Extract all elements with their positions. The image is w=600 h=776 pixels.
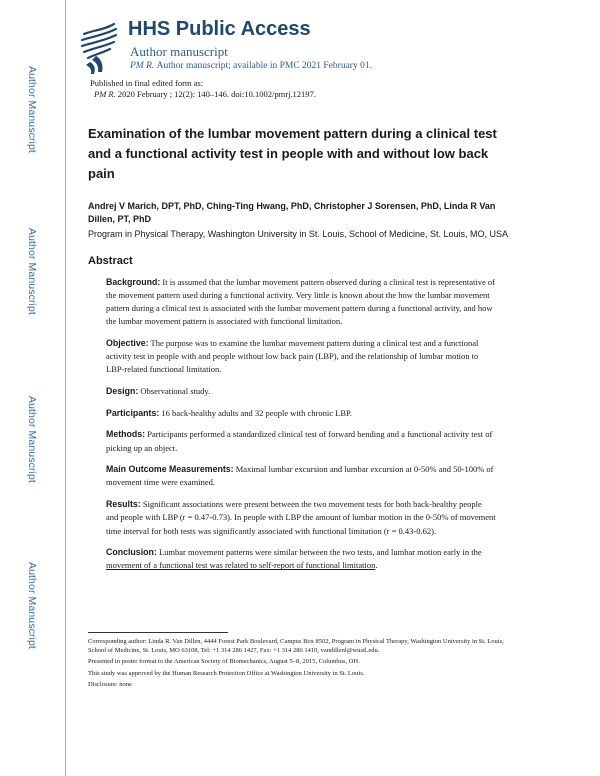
- sidebar-label: Author Manuscript: [26, 66, 38, 153]
- abstract-results: [106, 498, 496, 538]
- citation-text: 2020 February ; 12(2): 140–146. doi:10.1002/pmrj.12197.: [117, 89, 316, 99]
- author-list: Andrej V Marich, DPT, PhD, Ching-Ting Hwang, PhD, Christopher J Sorensen, PhD, Linda R Van Dillen, PT, PhD: [88, 201, 496, 224]
- abstract-background: [106, 276, 496, 329]
- section-label: Background:: [106, 276, 161, 287]
- section-label: Main Outcome Measurements:: [106, 464, 234, 475]
- section-text: 16 back-healthy adults and 32 people with chronic LBP.: [161, 407, 352, 418]
- section-text: Significant associations were present between the two movement tests for both back-healthy people and people with LBP (r = 0.47-0.73). In people with LBP the amount of lumbar motion in the 0-50% of movement time interval for both tests was significantly associated with functional limitation (r = 0.43-0.62).: [106, 499, 496, 536]
- published-citation: [90, 89, 316, 100]
- section-text: Participants performed a standardized clinical test of forward bending and a functional activity test of picking up an object.: [106, 429, 493, 453]
- sidebar-label: Author Manuscript: [26, 562, 38, 649]
- journal-name: PM R.: [130, 61, 155, 71]
- section-label: Design:: [106, 385, 139, 396]
- published-label: Published in final edited form as:: [90, 78, 204, 88]
- section-text-underlined: movement of a functional test was related to self-report of functional limitation: [106, 560, 376, 571]
- sidebar-label: Author Manuscript: [26, 228, 38, 315]
- availability-text: Author manuscript; available in PMC 2021 February 01.: [156, 61, 372, 71]
- hhs-title: HHS Public Access: [128, 18, 311, 40]
- footnote-approval: This study was approved by the Human Research Protection Office at Washington University in St. Louis.: [88, 669, 365, 677]
- abstract-design: [106, 385, 496, 398]
- section-text: Maximal lumbar excursion and lumbar excursion at 0-50% and 50-100% of movement time were examined.: [106, 464, 494, 488]
- abstract-objective: [106, 337, 496, 377]
- abstract-participants: [106, 407, 496, 420]
- article-content: [88, 124, 510, 580]
- footnotes: [88, 638, 510, 693]
- author-manuscript-label: Author manuscript: [130, 44, 228, 59]
- hhs-eagle-logo-icon: [74, 20, 122, 76]
- sidebar-label: Author Manuscript: [26, 396, 38, 483]
- footnote-disclosure: Disclosure: none: [88, 681, 132, 689]
- sidebar: [0, 0, 56, 776]
- abstract-methods: [106, 428, 496, 454]
- article-title: Examination of the lumbar movement pattern during a clinical test and a functional activity test in people with and without low back pain: [88, 126, 497, 181]
- section-text: Lumbar movement patterns were similar between the two tests, and lumbar motion early in the: [158, 547, 482, 558]
- sidebar-divider: [65, 0, 66, 776]
- section-label: Conclusion:: [106, 547, 157, 558]
- section-label: Participants:: [106, 407, 160, 418]
- abstract-body: [88, 276, 496, 573]
- abstract-conclusion: [106, 546, 496, 572]
- abstract-heading: Abstract: [88, 255, 133, 267]
- abstract-outcomes: [106, 463, 496, 489]
- section-text: The purpose was to examine the lumbar movement pattern during a clinical test and a functional activity test in people with and people without low back pain (LBP), and the relationship of lumbar motion to LBP-related functional limitation.: [106, 337, 479, 375]
- section-label: Results:: [106, 499, 141, 510]
- section-label: Objective:: [106, 337, 149, 348]
- section-label: Methods:: [106, 429, 146, 440]
- footnote-presentation: Presented in poster format to the American Society of Biomechanics, August 5–8, 2015, Columbus, OH.: [88, 658, 360, 666]
- section-text: It is assumed that the lumbar movement pattern observed during a clinical test is representative of the movement pattern used during a functional activity. Very little is known about the how the lumbar movement pattern during a clinical test is associated with the lumbar movement pattern during a functional activity, and how the lumbar movement pattern is associated with functional limitation.: [106, 276, 495, 327]
- section-text: Observational study.: [140, 385, 211, 396]
- availability-note: [130, 61, 372, 71]
- published-info: [90, 78, 316, 100]
- section-text-end: .: [375, 560, 378, 571]
- affiliation: Program in Physical Therapy, Washington University in St. Louis, School of Medicine, St. Louis, MO, USA: [88, 229, 509, 239]
- published-journal: PM R.: [94, 89, 116, 99]
- footnote-correspondence: Corresponding author: Linda R. Van Dillen, 4444 Forest Park Boulevard, Campus Box 8502, Program in Physical Therapy, Washington University in St. Louis, School of Medicine, St. Louis, MO 63108, Tel: +1 314 286 1427, Fax: +1 314 286 1410, vandillenl@wustl.edu.: [88, 638, 504, 654]
- footnote-rule: [88, 632, 228, 633]
